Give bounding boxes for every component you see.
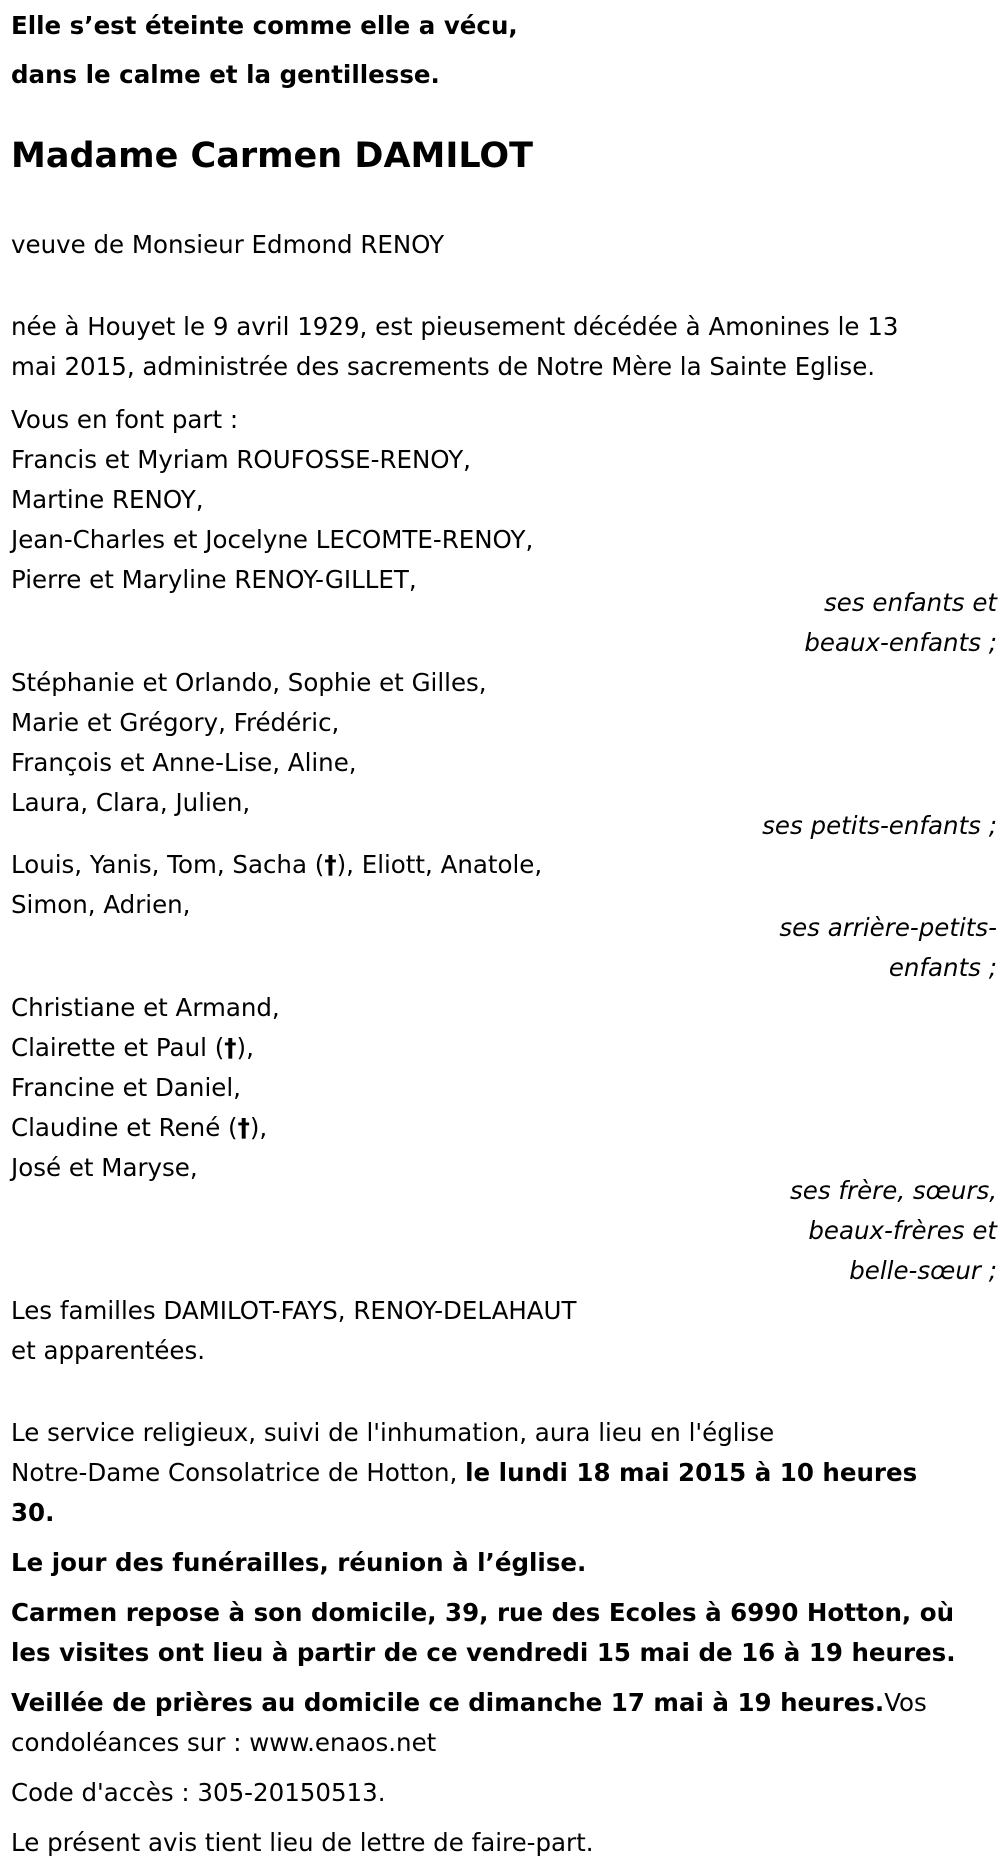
families-line-2: et apparentées. — [11, 1336, 206, 1365]
vigil-text: Veillée de prières au domicile ce dimanche 17 mai à 19 heures. — [11, 1688, 885, 1717]
sibling-name: Christiane et Armand, — [11, 993, 280, 1022]
child-3: Jean-Charles et Jocelyne LECOMTE-RENOY, — [11, 525, 534, 554]
great-grandchildren-role-2: enfants ; — [888, 953, 997, 982]
children-role-2: beaux-enfants ; — [804, 628, 997, 657]
service-line-2 — [11, 1453, 917, 1493]
grandchild-1: Stéphanie et Orlando, Sophie et Gilles, — [11, 668, 487, 697]
birth-line-2: mai 2015, administrée des sacrements de Notre Mère la Sainte Eglise. — [11, 352, 876, 381]
announce-line: Vous en font part : — [11, 405, 239, 434]
great-grandchildren-line-1 — [11, 845, 542, 885]
great-grandchildren-text-a: Louis, Yanis, Tom, Sacha ( — [11, 850, 325, 879]
sibling-name: Francine et Daniel, — [11, 1073, 241, 1102]
sibling-4 — [11, 1108, 267, 1148]
condolences-line: condoléances sur : www.enaos.net — [11, 1728, 437, 1757]
siblings-role-1: ses frère, sœurs, — [790, 1176, 997, 1205]
service-line-1: Le service religieux, suivi de l'inhumation, aura lieu en l'église — [11, 1418, 775, 1447]
vigil-line-1 — [11, 1683, 927, 1723]
repose-line-1: Carmen repose à son domicile, 39, rue des Ecoles à 6990 Hotton, où — [11, 1598, 955, 1627]
sibling-name: Claudine et René ( — [11, 1113, 238, 1142]
cross-symbol: † — [324, 850, 337, 879]
gathering-line: Le jour des funérailles, réunion à l’église. — [11, 1548, 587, 1577]
spouse-line: veuve de Monsieur Edmond RENOY — [11, 230, 445, 259]
sibling-1 — [11, 988, 280, 1028]
sibling-suffix: ), — [249, 1113, 268, 1142]
child-2: Martine RENOY, — [11, 485, 204, 514]
repose-line-2: les visites ont lieu à partir de ce vendredi 15 mai de 16 à 19 heures. — [11, 1638, 956, 1667]
grandchild-2: Marie et Grégory, Frédéric, — [11, 708, 340, 737]
birth-line-1: née à Houyet le 9 avril 1929, est pieusement décédée à Amonines le 13 — [11, 312, 899, 341]
sibling-suffix: ), — [236, 1033, 254, 1062]
siblings-role-3: belle-sœur ; — [849, 1256, 997, 1285]
service-place: Notre-Dame Consolatrice de Hotton, — [11, 1458, 466, 1487]
deceased-name: Madame Carmen DAMILOT — [11, 136, 534, 176]
intro-line-1: Elle s’est éteinte comme elle a vécu, — [11, 11, 518, 40]
cross-symbol: † — [224, 1033, 237, 1062]
sibling-name: Clairette et Paul ( — [11, 1033, 225, 1062]
grandchild-3: François et Anne-Lise, Aline, — [11, 748, 357, 777]
sibling-5 — [11, 1148, 198, 1188]
service-date: le lundi 18 mai 2015 à 10 heures — [465, 1458, 918, 1487]
families-line-1: Les familles DAMILOT-FAYS, RENOY-DELAHAUT — [11, 1296, 577, 1325]
access-code: Code d'accès : 305-20150513. — [11, 1778, 386, 1807]
vigil-tail: Vos — [884, 1688, 927, 1717]
child-1: Francis et Myriam ROUFOSSE-RENOY, — [11, 445, 471, 474]
cross-symbol: † — [237, 1113, 250, 1142]
notice-line: Le présent avis tient lieu de lettre de faire-part. — [11, 1828, 594, 1857]
siblings-role-2: beaux-frères et — [808, 1216, 997, 1245]
service-line-3: 30. — [11, 1498, 55, 1527]
great-grandchildren-line-2: Simon, Adrien, — [11, 890, 191, 919]
grandchild-4: Laura, Clara, Julien, — [11, 788, 251, 817]
intro-line-2: dans le calme et la gentillesse. — [11, 60, 440, 89]
sibling-3 — [11, 1068, 241, 1108]
grandchildren-role: ses petits-enfants ; — [762, 811, 997, 840]
sibling-name: José et Maryse, — [11, 1153, 198, 1182]
great-grandchildren-role-1: ses arrière-petits- — [779, 913, 997, 942]
sibling-2 — [11, 1028, 254, 1068]
children-role-1: ses enfants et — [824, 588, 997, 617]
great-grandchildren-text-b: ), Eliott, Anatole, — [336, 850, 543, 879]
child-4: Pierre et Maryline RENOY-GILLET, — [11, 565, 417, 594]
